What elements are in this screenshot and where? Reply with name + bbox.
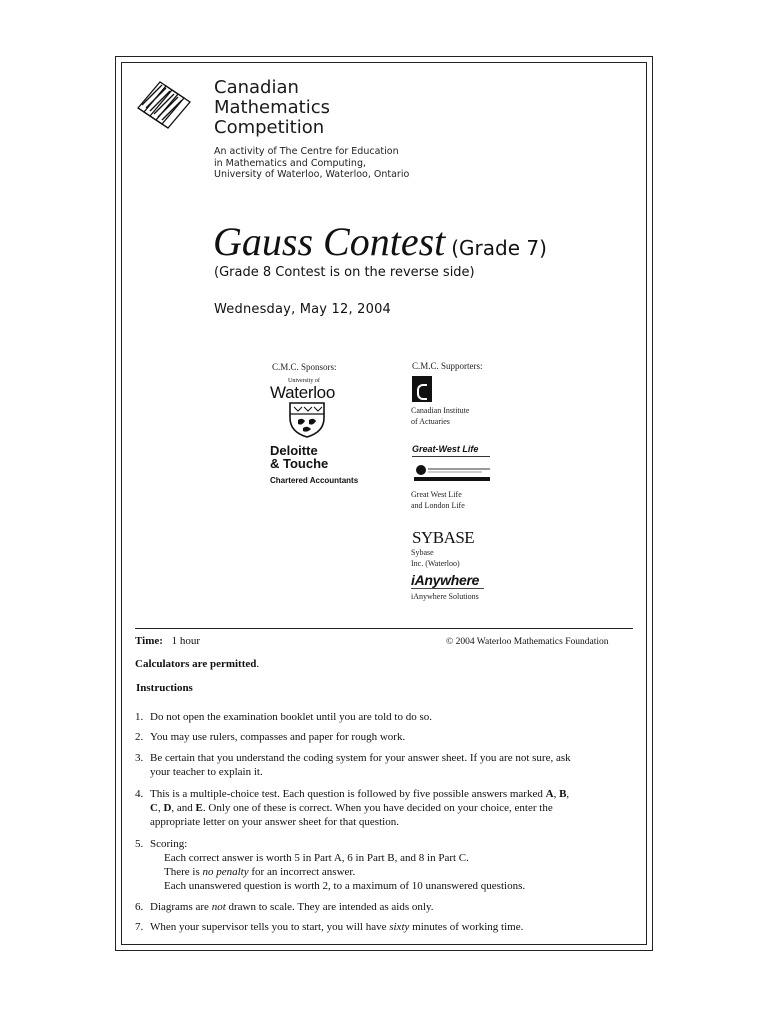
section-divider [135,628,633,629]
scoring-line-2 [164,866,355,879]
instruction-4-rest: . Only one of these is correct. When you have decided on your choice, enter the [202,802,553,814]
option-c: C [150,802,158,814]
sybase-logo: SYBASE [412,528,475,547]
instruction-4-lead: This is a multiple-choice test. Each question is followed by five possible answers marked [150,788,546,800]
instruction-6-emphasis: not [211,901,226,913]
time-line [135,635,200,647]
activity-line-2: in Mathematics and Computing, [214,157,366,169]
contest-grade: (Grade 7) [451,236,547,260]
gwl-logo: Great-West Life [412,444,479,454]
london-life-logo-icon [412,463,492,483]
contest-title-row [213,218,547,265]
activity-line-3: University of Waterloo, Waterloo, Ontario [214,169,410,180]
activity-line-1: An activity of The Centre for Education [214,146,399,157]
ianywhere-logo: iAnywhere [411,572,480,588]
scoring-line-2-end: for an incorrect answer. [248,866,356,878]
org-line-1: Canadian [214,77,299,98]
calculators-period: . [256,658,260,670]
calculators-text: Calculators are permitted [135,658,257,670]
deloitte-line-1: Deloitte [270,443,318,458]
instruction-5-text: Scoring: [150,838,188,850]
contest-date: Wednesday, May 12, 2004 [214,302,392,317]
cia-caption-line-2: of Actuaries [411,416,450,426]
instruction-3-text-a: Be certain that you understand the coding system for your answer sheet. If you are not sure, ask [150,752,571,764]
copyright: © 2004 Waterloo Mathematics Foundation [446,637,609,647]
ianywhere-logo-rule [411,588,484,589]
instruction-1-text: Do not open the examination booklet until you are told to do so. [150,711,432,723]
gwl-caption-line-1: Great West Life [411,490,462,499]
ianywhere-caption: iAnywhere Solutions [411,592,479,601]
option-d: D [163,802,172,814]
instruction-5-number: 5. [135,838,144,850]
instruction-4-number: 4. [135,788,144,800]
instruction-6-end: drawn to scale. They are intended as aids only. [225,901,434,913]
contest-title: Gauss Contest [213,219,446,264]
instruction-6-start: Diagrams are [150,901,212,913]
option-b: B [559,788,567,800]
calculators-line [135,658,259,670]
scoring-line-2-start: There is [164,866,203,878]
instruction-6-number: 6. [135,901,144,913]
cia-logo-icon [412,376,432,402]
option-a: A [545,788,554,800]
org-line-2: Mathematics [214,97,330,118]
instruction-4-sep-2: , [566,788,570,800]
cmc-logo-icon [134,74,198,138]
instruction-2-number: 2. [135,731,144,743]
deloitte-subtitle: Chartered Accountants [270,476,359,485]
instruction-2-text: You may use rulers, compasses and paper for rough work. [150,731,406,743]
uw-logo-text: Waterloo [270,383,335,402]
cia-caption-line-1: Canadian Institute [411,406,470,415]
cia-caption [411,406,469,427]
instruction-4-sep-1: , [553,788,560,800]
instruction-4-text-b [150,802,553,815]
instruction-3-number: 3. [135,752,144,764]
activity-statement [214,146,409,181]
deloitte-line-2: & Touche [270,456,329,471]
reverse-side-note: (Grade 8 Contest is on the reverse side) [214,265,475,280]
instruction-7-text [150,921,523,934]
org-line-3: Competition [214,117,325,138]
instruction-6-text [150,901,433,914]
deloitte-logo [270,444,328,470]
time-value: 1 hour [171,635,201,647]
uw-logo-small-text: University of [288,378,320,384]
instructions-heading: Instructions [136,682,193,694]
scoring-line-1: Each correct answer is worth 5 in Part A, 6 in Part B, and 8 in Part C. [164,852,469,864]
instruction-3-text-b: your teacher to explain it. [150,766,263,778]
gwl-logo-rule [412,456,490,460]
supporters-label: C.M.C. Supporters: [412,361,483,371]
instruction-7-end: minutes of working time. [409,921,524,933]
gwl-caption-line-2: and London Life [411,500,465,510]
instruction-7-number: 7. [135,921,144,933]
instruction-4-text-a [150,788,569,801]
scoring-line-3: Each unanswered question is worth 2, to a maximum of 10 unanswered questions. [164,880,526,892]
sponsors-label: C.M.C. Sponsors: [272,362,337,372]
organization-name [214,78,330,138]
sybase-caption [411,548,460,569]
instruction-4-text-c: appropriate letter on your answer sheet for that question. [150,816,399,828]
instruction-7-start: When your supervisor tells you to start, you will have [150,921,390,933]
option-e: E [195,802,203,814]
instruction-4-sep-4: , and [171,802,196,814]
time-label: Time: [135,635,163,647]
gwl-caption [411,490,465,511]
uw-crest-icon [284,402,330,438]
sybase-caption-line-2: Inc. (Waterloo) [411,558,460,568]
instruction-4-sep-3: , [157,802,164,814]
instruction-1-number: 1. [135,711,144,723]
sybase-caption-line-1: Sybase [411,548,434,557]
scoring-no-penalty: no penalty [202,866,249,878]
instruction-7-emphasis: sixty [389,921,410,933]
